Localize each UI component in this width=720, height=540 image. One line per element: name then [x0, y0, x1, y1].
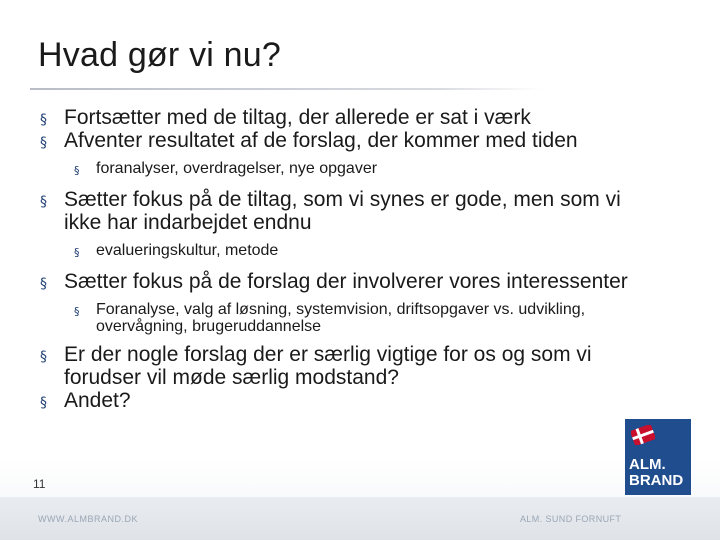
- logo-text-line1: ALM.: [629, 456, 666, 473]
- sub-bullet-item: [74, 160, 640, 177]
- bullet-marker: §: [74, 164, 80, 177]
- bullet-item: [40, 343, 640, 389]
- bullet-marker: §: [74, 305, 80, 318]
- danish-flag-icon: [631, 425, 655, 445]
- bullet-text: Sætter fokus på de forslag der involverer vores interessenter: [64, 270, 628, 293]
- bullet-item: [40, 106, 640, 129]
- bullet-marker: §: [40, 112, 47, 128]
- alm-brand-logo: [625, 415, 691, 495]
- bullet-marker: §: [40, 349, 47, 365]
- sub-bullet-item: [74, 301, 640, 335]
- footer-website-text: WWW.ALMBRAND.DK: [38, 514, 139, 524]
- bullet-text: Afventer resultatet af de forslag, der kommer med tiden: [64, 129, 578, 152]
- bullet-text: Fortsætter med de tiltag, der allerede er sat i værk: [64, 106, 531, 129]
- bullet-item: [40, 188, 640, 234]
- bullet-text: Er der nogle forslag der er særlig vigtige for os og som vi forudser vil møde særlig modstand?: [64, 343, 592, 389]
- bullet-item: [40, 270, 640, 293]
- bullet-list: [40, 106, 640, 412]
- page-number: 11: [33, 477, 46, 491]
- bullet-marker: §: [40, 276, 47, 292]
- bullet-item: [40, 389, 640, 412]
- bullet-marker: §: [74, 246, 80, 259]
- sub-bullet-text: Foranalyse, valg af løsning, systemvision, driftsopgaver vs. udvikling, overvågning, brugeruddannelse: [96, 301, 586, 335]
- bullet-text: Andet?: [64, 389, 131, 412]
- bullet-text: Sætter fokus på de tiltag, som vi synes er gode, men som vi ikke har indarbejdet endnu: [64, 188, 621, 234]
- title-divider: [30, 88, 542, 90]
- logo-text-line2: BRAND: [629, 472, 684, 489]
- footer-slogan-text: ALM. SUND FORNUFT: [520, 514, 622, 524]
- bullet-marker: §: [40, 395, 47, 411]
- bullet-marker: §: [40, 135, 47, 151]
- slide-title: Hvad gør vi nu?: [38, 36, 281, 74]
- sub-bullet-item: [74, 242, 640, 259]
- bullet-marker: §: [40, 194, 47, 210]
- bullet-item: [40, 129, 640, 152]
- sub-bullet-text: foranalyser, overdragelser, nye opgaver: [96, 160, 378, 177]
- sub-bullet-text: evalueringskultur, metode: [96, 242, 279, 259]
